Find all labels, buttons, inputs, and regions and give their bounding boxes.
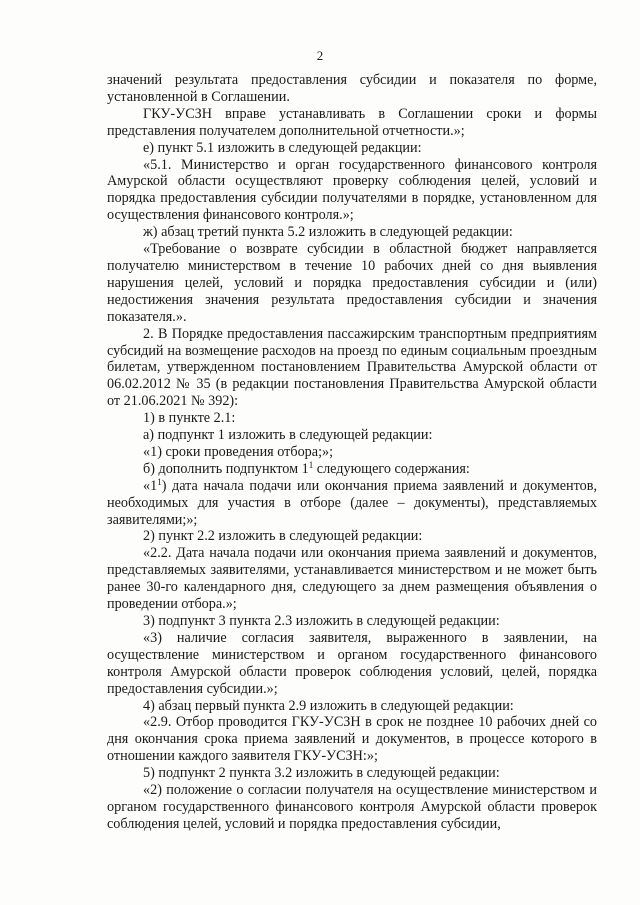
paragraph [107,461,597,478]
paragraph: е) пункт 5.1 изложить в следующей редакции: [143,139,422,156]
paragraph: 5) подпункт 2 пункта 3.2 изложить в следующей редакции: [143,765,500,782]
paragraph: «Требование о возврате субсидии в областной бюджет направляется получателю министерством в течение 10 рабочих дней со дня выявления нарушения целей, условий и порядка предоставления субсидии и (или) недостижения значения результата предоставления субсидии и значения показателя.». [107,241,597,325]
paragraph: «2.9. Отбор проводится ГКУ-УСЗН в срок не позднее 10 рабочих дней со дня окончания срока приема заявлений и документов, в процессе которого в отношении каждого заявителя ГКУ-УСЗН:»; [107,714,597,765]
superscript: 1 [308,459,314,470]
paragraph: «1) сроки проведения отбора;»; [143,443,334,460]
document-body [107,72,597,833]
paragraph-text: «1 [143,477,158,494]
paragraph: 4) абзац первый пункта 2.9 изложить в следующей редакции: [143,697,514,714]
paragraph-text: следующего содержания: [313,460,470,477]
paragraph: 2) пункт 2.2 изложить в следующей редакции: [143,528,423,545]
paragraph: значений результата предоставления субсидии и показателя по форме, установленной в Соглашении. [107,72,597,105]
paragraph [107,478,597,529]
paragraph: «3) наличие согласия заявителя, выраженного в заявлении, на осуществление министерством и органом государственного финансового контроля Амурской области проверок соблюдения условий, целей, порядка предоставления субсидии.»; [107,629,597,697]
page-number: 2 [316,48,324,63]
paragraph: а) подпункт 1 изложить в следующей редакции: [143,427,433,444]
paragraph: ГКУ-УСЗН вправе устанавливать в Соглашении сроки и формы представления получателем дополнительной отчетности.»; [107,105,597,139]
paragraph: «5.1. Министерство и орган государственного финансового контроля Амурской области осуществляют проверку соблюдения целей, условий и порядка предоставления субсидии получателями в порядке, установленном для осуществления финансового контроля.»; [107,156,597,224]
paragraph: 1) в пункте 2.1: [143,410,236,427]
paragraph: 2. В Порядке предоставления пассажирским транспортным предприятиям субсидий на возмещение расходов на проезд по единым социальным проездным билетам, утвержденном постановлением Правительства Амурской области от 06.02.2012 № 35 (в редакции постановления Правительства Амурской области от 21.06.2021 № 392): [107,325,597,410]
paragraph-text: ) дата начала подачи или окончания приема заявлений и документов, необходимых для участия в отборе (далее – документы), представляемых заявителями;»; [107,477,597,528]
superscript: 1 [157,476,162,487]
paragraph: 3) подпункт 3 пункта 2.3 изложить в следующей редакции: [143,613,500,629]
paragraph: ж) абзац третий пункта 5.2 изложить в следующей редакции: [143,224,513,241]
paragraph: «2.2. Дата начала подачи или окончания приема заявлений и документов, представляемых заявителями, устанавливается министерством и не может быть ранее 30-го календарного дня, следующего за днем размещения объявления о проведении отбора.»; [107,545,597,613]
paragraph: «2) положение о согласии получателя на осуществление министерством и органом государственного финансового контроля Амурской области проверок соблюдения целей, условий и порядка предоставления субсидии, [107,782,597,832]
paragraph-text: б) дополнить подпунктом 1 [143,460,309,477]
